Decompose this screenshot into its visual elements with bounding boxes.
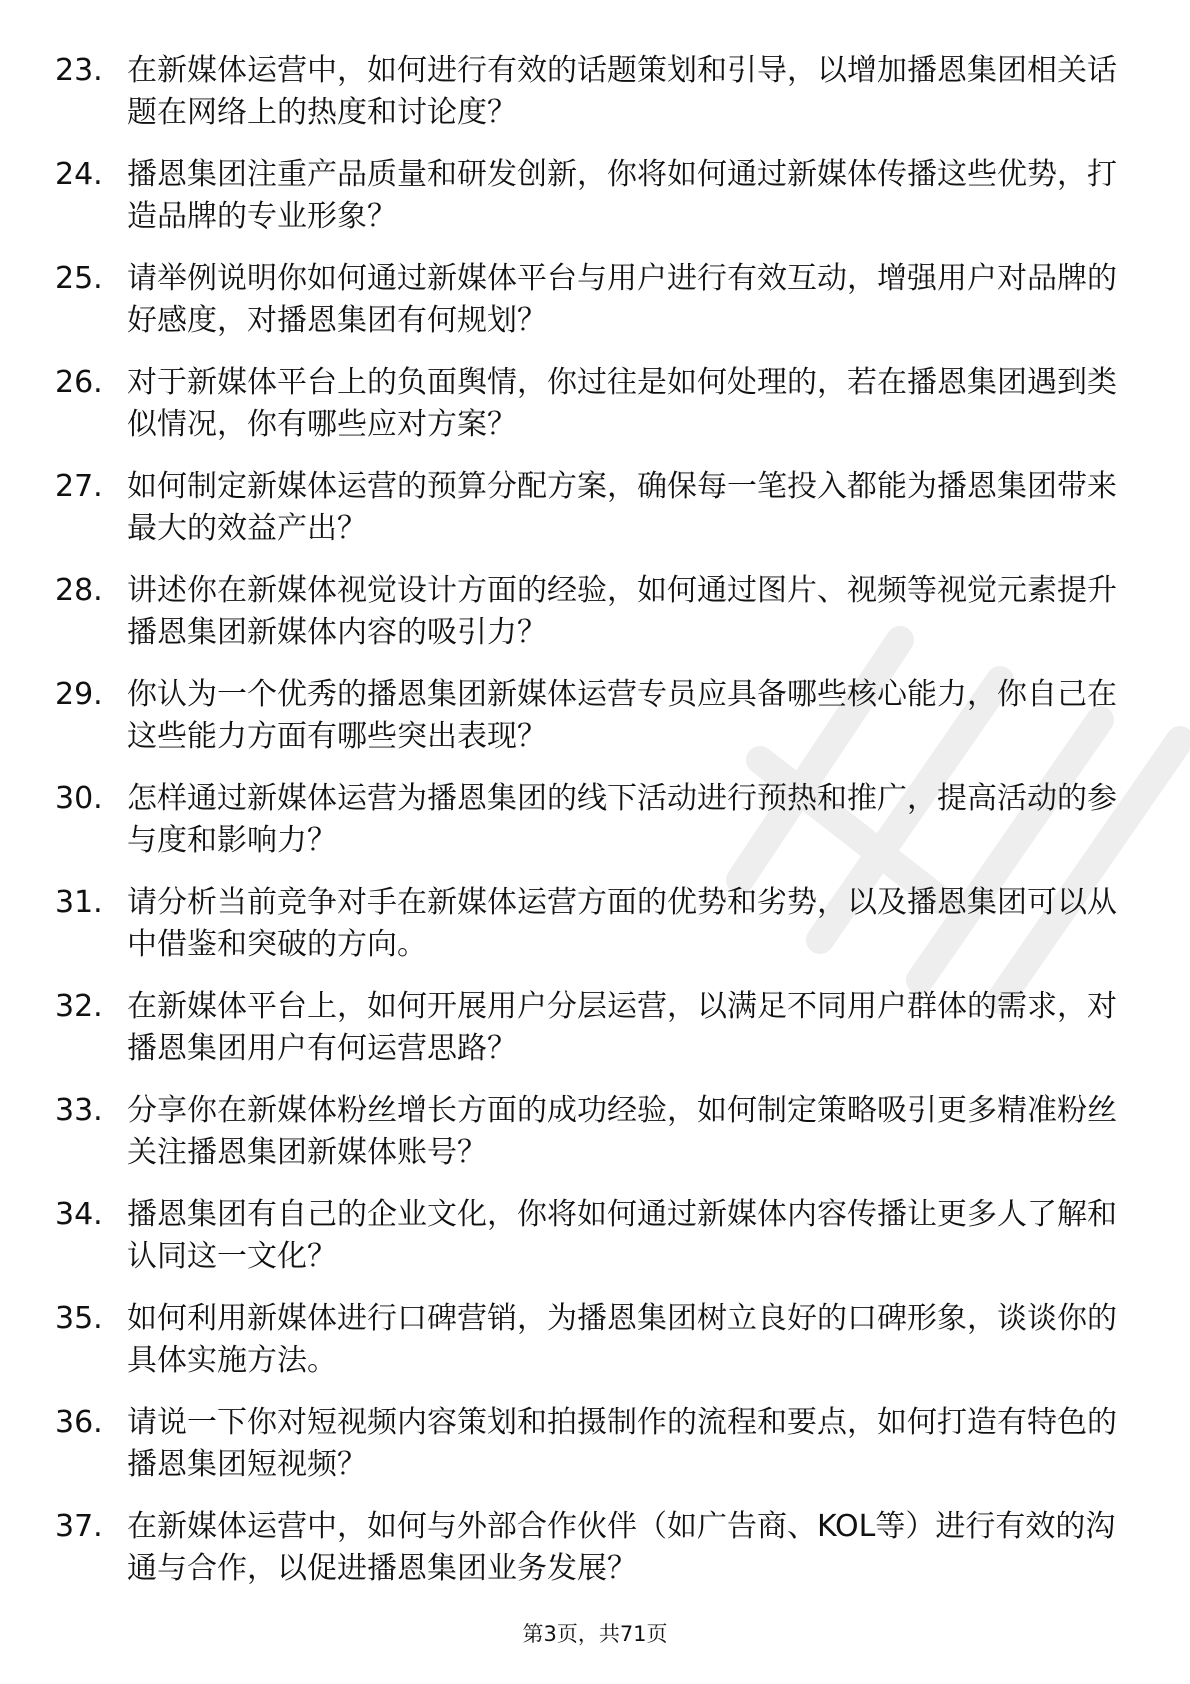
question-number: 28. [55, 573, 103, 608]
question-text: 怎样通过新媒体运营为播恩集团的线下活动进行预热和推广，提高活动的参与度和影响力？ [127, 781, 1117, 858]
question-item [55, 258, 1135, 342]
question-text: 在新媒体运营中，如何进行有效的话题策划和引导，以增加播恩集团相关话题在网络上的热度和讨论度？ [127, 53, 1117, 130]
question-item [55, 50, 1135, 134]
question-text: 在新媒体运营中，如何与外部合作伙伴（如广告商、KOL等）进行有效的沟通与合作，以促进播恩集团业务发展？ [127, 1509, 1116, 1586]
question-text: 如何制定新媒体运营的预算分配方案，确保每一笔投入都能为播恩集团带来最大的效益产出？ [127, 469, 1117, 546]
question-number: 30. [55, 781, 103, 816]
question-text: 对于新媒体平台上的负面舆情，你过往是如何处理的，若在播恩集团遇到类似情况，你有哪些应对方案？ [127, 365, 1117, 442]
question-number: 23. [55, 53, 103, 88]
question-number: 27. [55, 469, 103, 504]
question-number: 36. [55, 1405, 103, 1440]
question-number: 32. [55, 989, 103, 1024]
question-item [55, 674, 1135, 758]
question-number: 29. [55, 677, 103, 712]
question-text: 播恩集团有自己的企业文化，你将如何通过新媒体内容传播让更多人了解和认同这一文化？ [127, 1197, 1117, 1274]
question-text: 在新媒体平台上，如何开展用户分层运营，以满足不同用户群体的需求，对播恩集团用户有何运营思路？ [127, 989, 1117, 1066]
question-item [55, 466, 1135, 550]
question-text: 请分析当前竞争对手在新媒体运营方面的优势和劣势，以及播恩集团可以从中借鉴和突破的方向。 [127, 885, 1117, 962]
question-number: 24. [55, 157, 103, 192]
question-list [55, 50, 1135, 1610]
question-item [55, 1506, 1135, 1590]
question-item [55, 1194, 1135, 1278]
question-item [55, 154, 1135, 238]
question-number: 35. [55, 1301, 103, 1336]
question-item [55, 362, 1135, 446]
question-item [55, 986, 1135, 1070]
question-item [55, 1298, 1135, 1382]
question-text: 请举例说明你如何通过新媒体平台与用户进行有效互动，增强用户对品牌的好感度，对播恩集团有何规划？ [127, 261, 1117, 338]
question-text: 请说一下你对短视频内容策划和拍摄制作的流程和要点，如何打造有特色的播恩集团短视频？ [127, 1405, 1117, 1482]
question-item [55, 570, 1135, 654]
question-number: 34. [55, 1197, 103, 1232]
question-item [55, 1402, 1135, 1486]
page-number: 第3页，共71页 [522, 1622, 668, 1646]
question-item [55, 1090, 1135, 1174]
question-number: 25. [55, 261, 103, 296]
question-text: 讲述你在新媒体视觉设计方面的经验，如何通过图片、视频等视觉元素提升播恩集团新媒体内容的吸引力？ [127, 573, 1117, 650]
question-number: 26. [55, 365, 103, 400]
question-text: 你认为一个优秀的播恩集团新媒体运营专员应具备哪些核心能力，你自己在这些能力方面有哪些突出表现？ [127, 677, 1117, 754]
question-item [55, 882, 1135, 966]
question-number: 31. [55, 885, 103, 920]
question-item [55, 778, 1135, 862]
question-text: 播恩集团注重产品质量和研发创新，你将如何通过新媒体传播这些优势，打造品牌的专业形象？ [127, 157, 1117, 234]
question-number: 33. [55, 1093, 103, 1128]
question-number: 37. [55, 1509, 103, 1544]
question-text: 分享你在新媒体粉丝增长方面的成功经验，如何制定策略吸引更多精准粉丝关注播恩集团新媒体账号？ [127, 1093, 1117, 1170]
question-text: 如何利用新媒体进行口碑营销，为播恩集团树立良好的口碑形象，谈谈你的具体实施方法。 [127, 1301, 1117, 1378]
